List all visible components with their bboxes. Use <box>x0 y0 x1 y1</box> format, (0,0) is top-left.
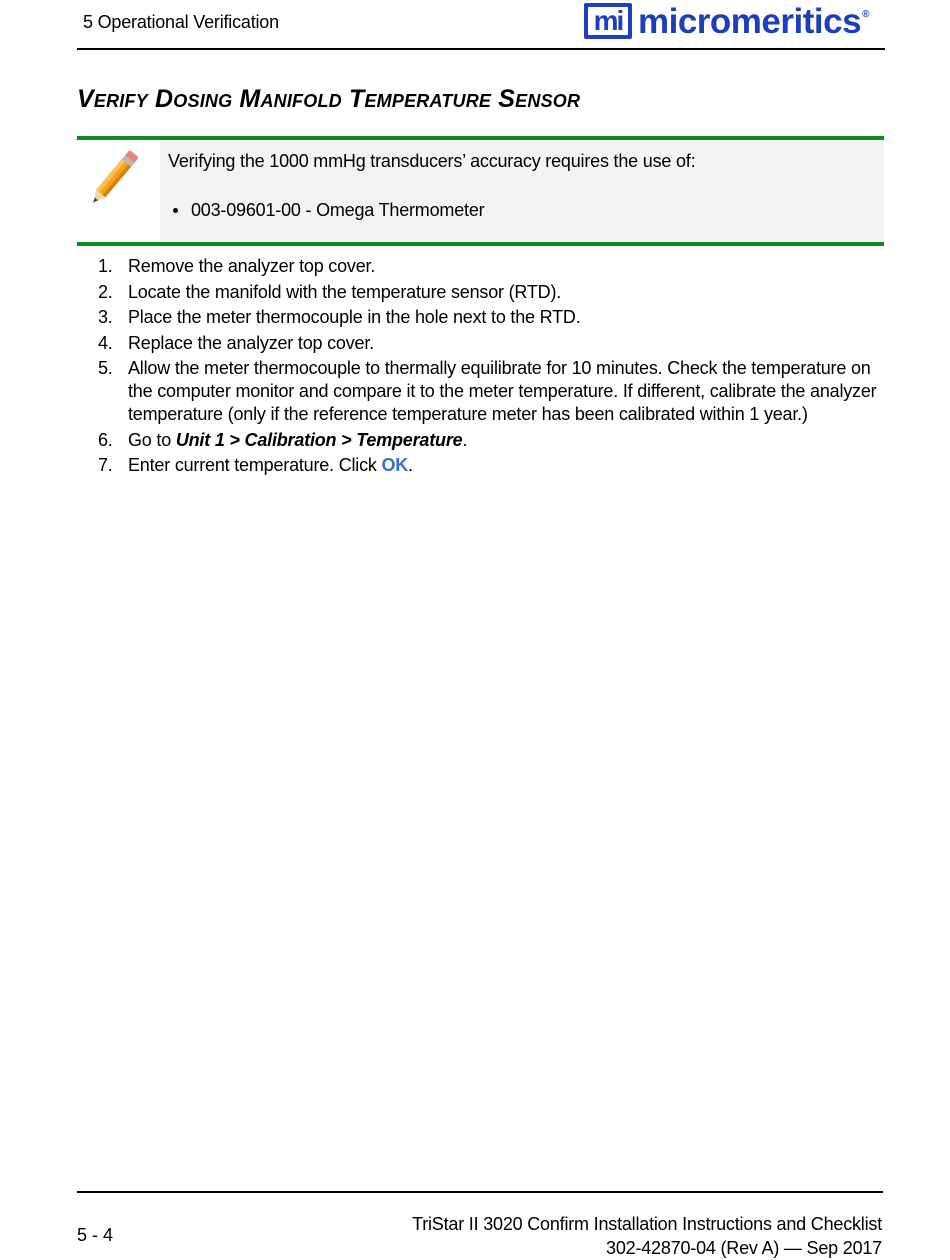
step-text-prefix: Go to <box>128 429 176 450</box>
note-requirement-text: 003-09601-00 - Omega Thermometer <box>191 200 485 220</box>
step-number: 1. <box>98 256 113 276</box>
step-text-suffix: . <box>462 429 468 450</box>
step-text: Allow the meter thermocouple to thermally equilibrate for 10 minutes. Check the temperature on the computer monitor and compare it to the meter temperature. If different, calibrate the analyzer temperature (only if the reference temperature meter has been calibrated within 1 year.) <box>128 358 877 424</box>
footer-doc-title: TriStar II 3020 Confirm Installation Instructions and Checklist <box>412 1214 882 1234</box>
step-item <box>98 429 883 452</box>
step-number: 3. <box>98 307 113 327</box>
note-requirements-list <box>168 199 876 221</box>
step-item <box>98 306 883 329</box>
step-number: 5. <box>98 358 113 378</box>
step-text-suffix: . <box>408 455 413 475</box>
micromeritics-logo <box>584 3 884 41</box>
page-number: 5 - 4 <box>77 1225 114 1245</box>
step-text: Place the meter thermocouple in the hole next to the RTD. <box>128 307 581 327</box>
step-text: Locate the manifold with the temperature sensor (RTD). <box>128 281 562 302</box>
step-item <box>98 357 883 426</box>
note-requirement-item <box>168 199 876 221</box>
note-body <box>160 140 884 242</box>
step-number: 2. <box>98 281 113 302</box>
step-item <box>98 255 883 278</box>
footer-doc-id: 302-42870-04 (Rev A) — Sep 2017 <box>606 1238 882 1258</box>
step-number: 7. <box>98 455 113 475</box>
logo-wordmark: micromeritics <box>638 2 862 41</box>
note-callout <box>77 136 884 246</box>
note-icon-cell <box>77 140 160 242</box>
bullet-icon <box>173 208 178 213</box>
procedure-steps <box>98 255 883 480</box>
ok-button-reference: OK <box>381 455 409 475</box>
step-number: 4. <box>98 332 113 353</box>
footer-doc-info <box>412 1212 882 1260</box>
section-title: 5 Operational Verification <box>83 12 279 32</box>
step-item <box>98 454 883 477</box>
step-item <box>98 281 883 304</box>
step-text: Replace the analyzer top cover. <box>128 332 374 353</box>
registered-mark: ® <box>862 9 870 20</box>
pencil-icon <box>83 144 143 214</box>
footer-divider <box>77 1191 883 1193</box>
step-text-prefix: Enter current temperature. Click <box>128 455 382 475</box>
header-divider <box>77 48 885 50</box>
step-number: 6. <box>98 429 113 450</box>
page-title: Verify Dosing Manifold Temperature Sensor <box>77 85 581 113</box>
logo-mark-text: mi <box>588 7 628 35</box>
menu-path: Unit 1 > Calibration > Temperature <box>175 429 463 450</box>
note-text: Verifying the 1000 mmHg transducers’ accuracy requires the use of: <box>168 151 696 171</box>
logo-mark-icon <box>584 3 632 39</box>
step-item <box>98 332 883 355</box>
step-text: Remove the analyzer top cover. <box>128 256 376 276</box>
